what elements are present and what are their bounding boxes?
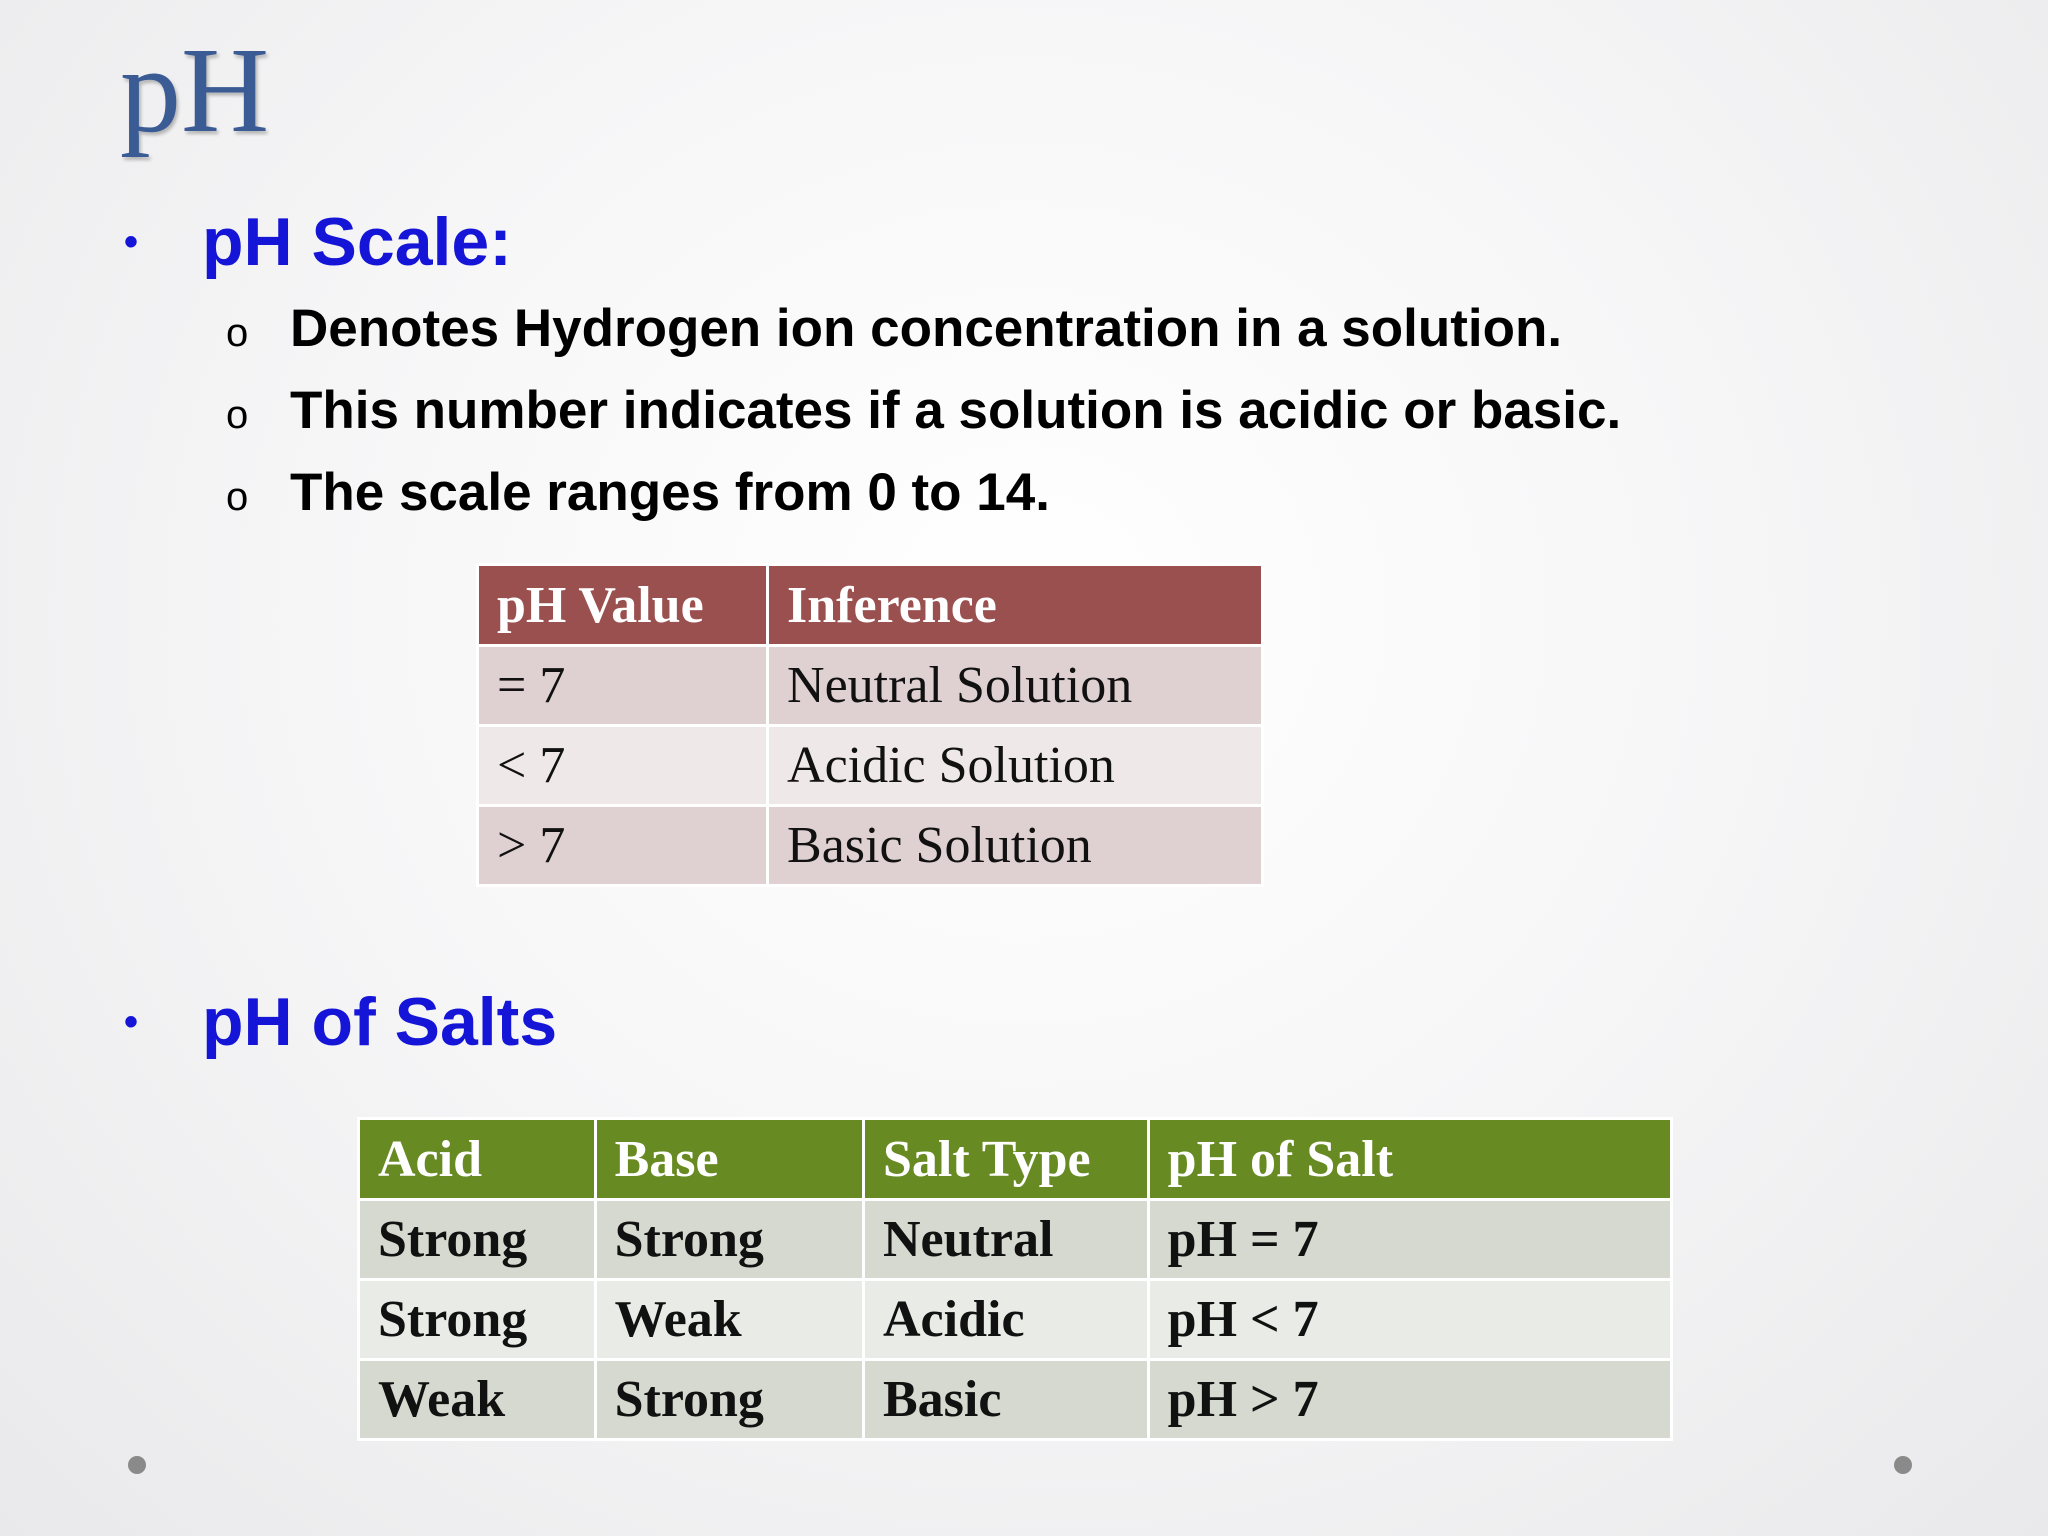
slide-nav-dot-left <box>128 1456 146 1474</box>
table-cell: pH > 7 <box>1148 1360 1671 1440</box>
table-cell: pH < 7 <box>1148 1280 1671 1360</box>
header-ph-of-salt: pH of Salt <box>1148 1119 1671 1200</box>
salt-ph-table <box>357 1117 1673 1441</box>
header-acid: Acid <box>359 1119 596 1200</box>
table-row <box>478 806 1263 886</box>
table-cell: Basic Solution <box>768 806 1263 886</box>
table-header-row <box>359 1119 1672 1200</box>
table-row <box>359 1360 1672 1440</box>
ph-scale-heading: pH Scale: <box>202 204 512 280</box>
ph-salts-heading: pH of Salts <box>202 984 558 1060</box>
circle-bullet-icon: o <box>226 311 249 355</box>
bullet-dot-icon: • <box>124 219 139 264</box>
sub-point-text: Denotes Hydrogen ion concentration in a solution. <box>290 299 1563 358</box>
sub-point-3 <box>226 462 1050 523</box>
sub-point-2 <box>226 380 1621 441</box>
table-row <box>359 1200 1672 1280</box>
slide-title: pH <box>120 23 270 158</box>
circle-bullet-icon: o <box>226 393 249 437</box>
table-row <box>478 646 1263 726</box>
sub-point-1 <box>226 298 1562 359</box>
header-ph-value: pH Value <box>478 565 768 646</box>
table-cell: < 7 <box>478 726 768 806</box>
table-cell: Neutral <box>864 1200 1149 1280</box>
table-row <box>359 1280 1672 1360</box>
header-inference: Inference <box>768 565 1263 646</box>
table-cell: Weak <box>359 1360 596 1440</box>
table-cell: = 7 <box>478 646 768 726</box>
table-header-row <box>478 565 1263 646</box>
table-row <box>478 726 1263 806</box>
table-cell: Acidic <box>864 1280 1149 1360</box>
bullet-dot-icon: • <box>124 999 139 1044</box>
table-cell: Strong <box>595 1360 863 1440</box>
header-base: Base <box>595 1119 863 1200</box>
slide-nav-dot-right <box>1894 1456 1912 1474</box>
table-cell: Strong <box>595 1200 863 1280</box>
circle-bullet-icon: o <box>226 475 249 519</box>
table-cell: pH = 7 <box>1148 1200 1671 1280</box>
table-cell: Strong <box>359 1200 596 1280</box>
table-cell: Neutral Solution <box>768 646 1263 726</box>
table-cell: Strong <box>359 1280 596 1360</box>
sub-point-text: The scale ranges from 0 to 14. <box>290 463 1050 522</box>
sub-point-text: This number indicates if a solution is acidic or basic. <box>290 381 1622 440</box>
bullet-ph-of-salts <box>124 984 558 1060</box>
table-cell: Acidic Solution <box>768 726 1263 806</box>
bullet-ph-scale <box>124 204 512 280</box>
table-cell: Weak <box>595 1280 863 1360</box>
header-salt-type: Salt Type <box>864 1119 1149 1200</box>
ph-value-table <box>476 563 1264 887</box>
table-cell: > 7 <box>478 806 768 886</box>
table-cell: Basic <box>864 1360 1149 1440</box>
